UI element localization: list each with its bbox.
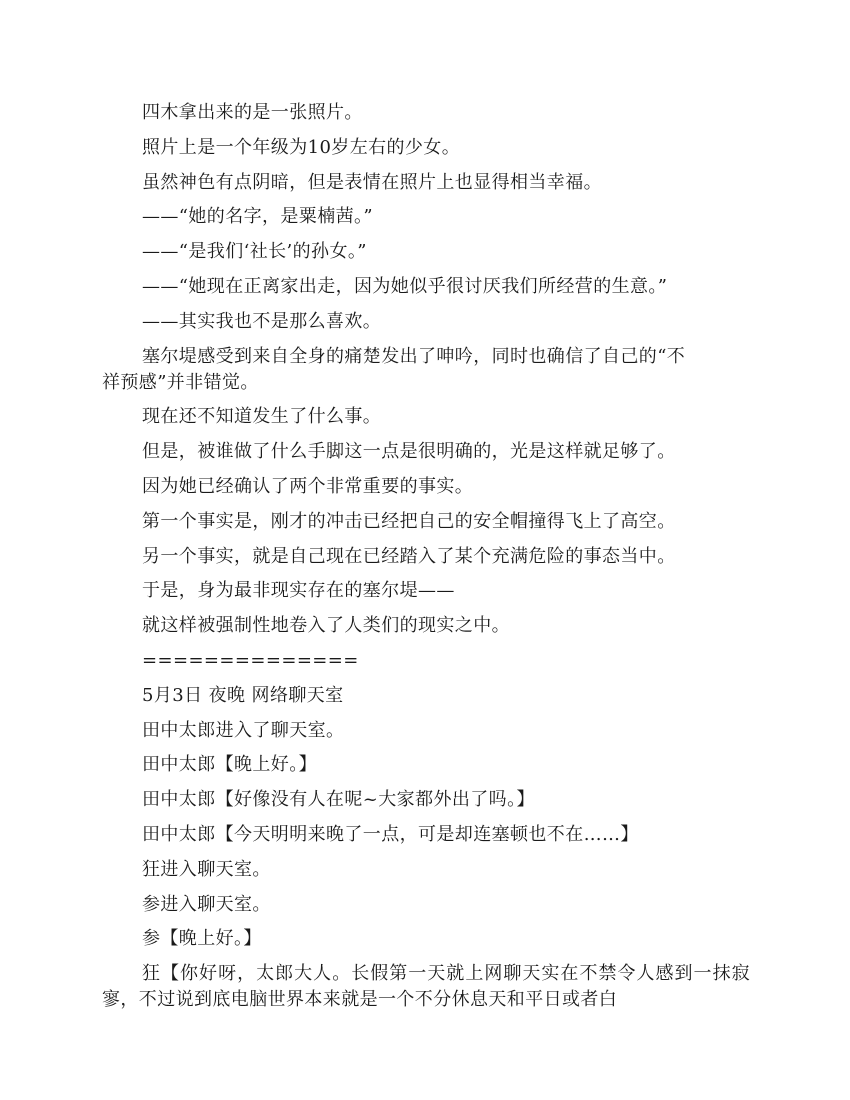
separator-line: ==============: [142, 649, 359, 671]
paragraph: ——其实我也不是那么喜欢。: [142, 310, 382, 332]
paragraph: 虽然神色有点阴暗，但是表情在照片上也显得相当幸福。: [142, 171, 602, 193]
paragraph: 因为她已经确认了两个非常重要的事实。: [142, 475, 474, 497]
chat-line: 田中太郎【好像没有人在呢~大家都外出了吗。】: [142, 789, 535, 811]
chat-line: 田中太郎进入了聊天室。: [142, 719, 345, 741]
paragraph: 于是，身为最非现实存在的塞尔堤——: [142, 580, 455, 602]
paragraph: 现在还不知道发生了什么事。: [142, 406, 382, 428]
paragraph: 另一个事实，就是自己现在已经踏入了某个充满危险的事态当中。: [142, 545, 676, 567]
paragraph: 但是，被谁做了什么手脚这一点是很明确的，光是这样就足够了。: [142, 441, 676, 463]
paragraph: 四木拿出来的是一张照片。: [142, 102, 363, 123]
chat-line: 田中太郎【晚上好。】: [142, 754, 317, 776]
document-body: [102, 100, 750, 1022]
chat-line: 参进入聊天室。: [142, 893, 271, 915]
paragraph: 就这样被强制性地卷入了人类们的现实之中。: [142, 615, 510, 637]
paragraph: ——“是我们‘社长’的孙女。”: [142, 241, 367, 263]
paragraph: 照片上是一个年级为10岁左右的少女。: [142, 136, 461, 158]
chat-line: 狂进入聊天室。: [142, 858, 271, 880]
chat-line: 狂【你好呀，太郎大人。长假第一天就上网聊天实在不禁令人感到一抹寂寥，不过说到底电脑世界本来就是一个不分休息天和平日或者白: [102, 963, 750, 1011]
paragraph: 第一个事实是，刚才的冲击已经把自己的安全帽撞得飞上了高空。: [142, 510, 676, 532]
paragraph: ——“她的名字，是粟楠茜。”: [142, 206, 374, 228]
chat-line: 参【晚上好。】: [142, 928, 262, 950]
section-heading: 5月3日 夜晚 网络聊天室: [142, 684, 344, 706]
paragraph: 塞尔堤感受到来自全身的痛楚发出了呻吟，同时也确信了自己的“不祥预感”并非错觉。: [102, 345, 686, 393]
chat-line: 田中太郎【今天明明来晚了一点，可是却连塞顿也不在……】: [142, 823, 639, 845]
paragraph: ——“她现在正离家出走，因为她似乎很讨厌我们所经营的生意。”: [142, 275, 668, 297]
